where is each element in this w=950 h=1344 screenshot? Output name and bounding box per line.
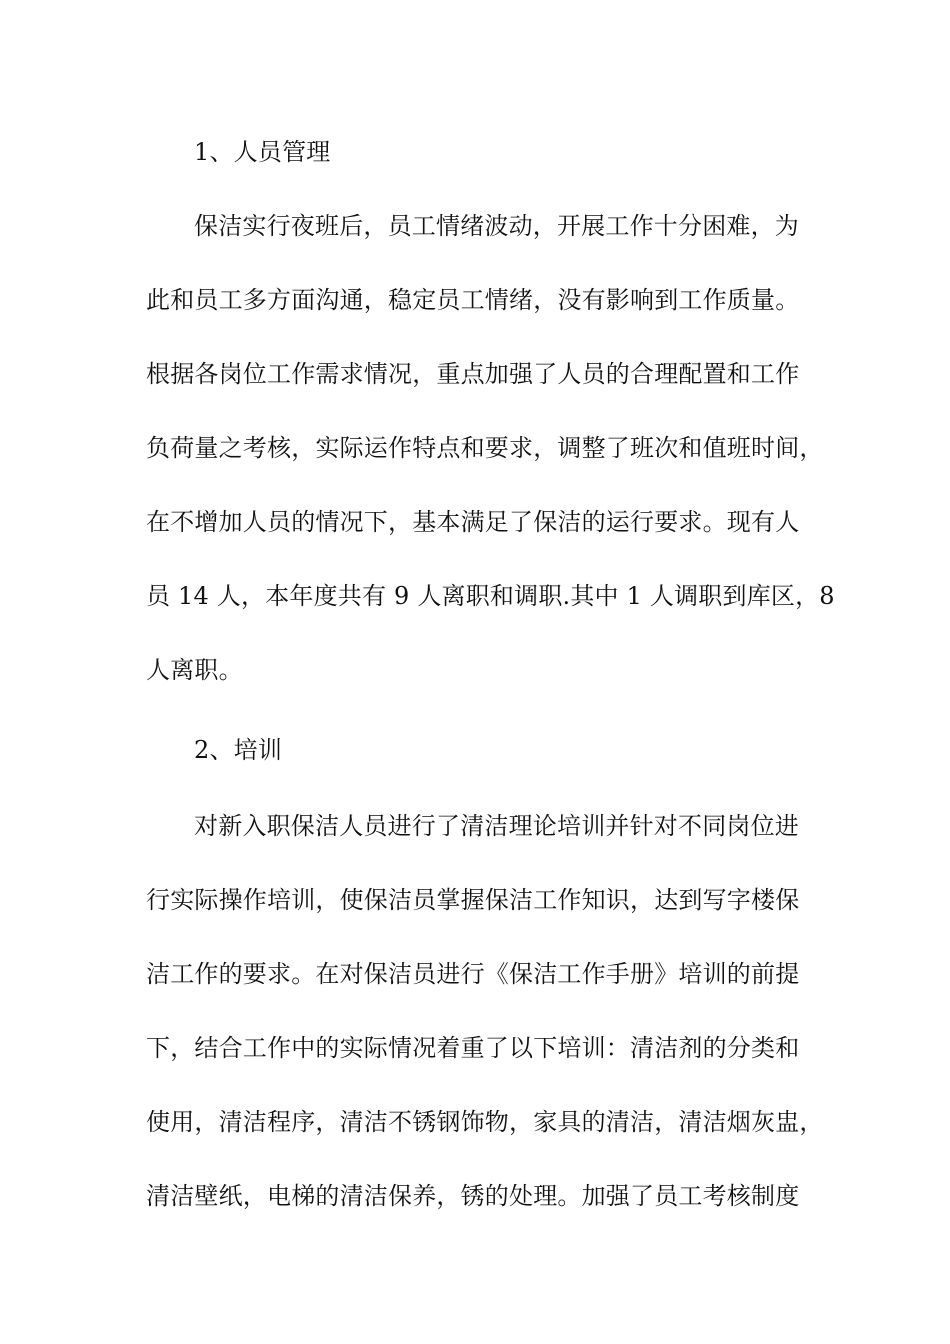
paragraph-line: 保洁实行夜班后，员工情绪波动，开展工作十分困难，为 (194, 212, 799, 240)
paragraph-line: 清洁壁纸，电梯的清洁保养，锈的处理。加强了员工考核制度 (146, 1182, 800, 1210)
paragraph-line: 行实际操作培训，使保洁员掌握保洁工作知识，达到写字楼保 (146, 886, 800, 914)
paragraph-line: 此和员工多方面沟通，稳定员工情绪，没有影响到工作质量。 (146, 286, 800, 314)
paragraph-line: 下，结合工作中的实际情况着重了以下培训：清洁剂的分类和 (146, 1034, 800, 1062)
paragraph-line: 根据各岗位工作需求情况，重点加强了人员的合理配置和工作 (146, 360, 800, 388)
paragraph-line: 人离职。 (146, 656, 243, 684)
paragraph-line: 使用，清洁程序，清洁不锈钢饰物，家具的清洁，清洁烟灰盅， (146, 1108, 824, 1136)
paragraph-line: 对新入职保洁人员进行了清洁理论培训并针对不同岗位进 (194, 812, 799, 840)
section-heading-training: 2、培训 (194, 736, 283, 764)
paragraph-line: 在不增加人员的情况下，基本满足了保洁的运行要求。现有人 (146, 508, 800, 536)
paragraph-line: 负荷量之考核，实际运作特点和要求，调整了班次和值班时间， (146, 434, 824, 462)
paragraph-line: 洁工作的要求。在对保洁员进行《保洁工作手册》培训的前提 (146, 960, 800, 988)
section-heading-personnel: 1、人员管理 (194, 138, 331, 166)
paragraph-line: 员 14 人，本年度共有 9 人离职和调职.其中 1 人调职到库区，8 (146, 582, 835, 610)
